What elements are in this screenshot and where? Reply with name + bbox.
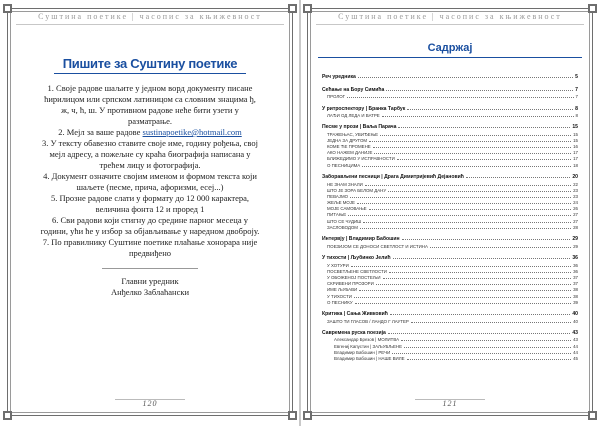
toc-entry-title: Сећање на Бору Симића: [322, 86, 385, 93]
toc-entry-title: ЗАСЛОВОДОМ: [327, 224, 358, 230]
toc-leader-dots: [382, 116, 574, 117]
frame-corner-ornament: [288, 411, 297, 420]
running-header: Суштина поетике | часопис за књижевност: [338, 12, 562, 21]
email-link[interactable]: sustinapoetike@hotmail.com: [142, 127, 242, 137]
toc-page-number: 18: [573, 162, 578, 168]
toc-leader-dots: [411, 322, 571, 323]
toc-page-number: 23: [573, 193, 578, 199]
toc-page-number: 15: [572, 124, 578, 131]
toc-leader-dots: [389, 272, 571, 273]
toc-entry-title: ЈЕДНА ЗА ДРУГОМ: [327, 137, 368, 143]
toc-leader-dots: [359, 290, 571, 291]
toc-page-number: 44: [573, 343, 578, 349]
toc-page-number: 17: [573, 150, 578, 156]
guideline-item: 7. По правилнику Суштине поетике плаћање хонорара није предвиђено: [42, 237, 258, 258]
toc-section[interactable]: [322, 330, 578, 337]
toc-entry-title: Савремена руска поезија: [322, 330, 386, 337]
toc-leader-dots: [369, 141, 571, 142]
toc-entry-title: У ОБОЖЕНОЈ ПОСТЕЉИ: [327, 274, 381, 280]
toc-leader-dots: [398, 127, 570, 128]
toc-entry-title: МОЈЕ САМОВАЊЕ: [327, 206, 367, 212]
toc-page-number: 17: [573, 156, 578, 162]
toc-leader-dots: [388, 333, 571, 334]
toc-leader-dots: [373, 147, 571, 148]
guideline-item: [40, 127, 260, 138]
toc-page-number: 15: [573, 131, 578, 137]
toc-page-number: 7: [575, 93, 578, 99]
title-underline: [318, 57, 582, 58]
toc-entry[interactable]: [322, 319, 578, 325]
title-underline: [54, 73, 246, 74]
toc-leader-dots: [407, 109, 573, 110]
page-number: 120: [142, 399, 158, 408]
table-of-contents: [322, 74, 578, 362]
toc-page-number: 36: [573, 268, 578, 274]
toc-page-number: 40: [572, 311, 578, 318]
header-divider: [316, 24, 584, 25]
submission-title: Пишите за Суштину поетике: [62, 56, 238, 71]
toc-page-number: 8: [575, 105, 578, 112]
toc-section[interactable]: [322, 87, 578, 94]
toc-entry-title: О ПЕСНИКУ: [327, 299, 353, 305]
toc-entry-title: АКО НАЖЕМ ДАНИЈЕ: [327, 150, 373, 156]
toc-page-number: 44: [573, 349, 578, 355]
toc-leader-dots: [380, 135, 571, 136]
toc-page-number: 5: [575, 74, 578, 80]
toc-entry[interactable]: [322, 300, 578, 306]
toc-page-number: 29: [572, 236, 578, 243]
toc-page-number: 20: [572, 174, 578, 181]
toc-leader-dots: [430, 247, 571, 248]
toc-entry[interactable]: [322, 113, 578, 119]
toc-entry-title: Песме у прози | Ваља Парача: [322, 124, 397, 131]
toc-entry-title: ШТО СЕ ЧУДИШ: [327, 218, 362, 224]
toc-page-number: 22: [573, 181, 578, 187]
toc-entry-title: У ХОТУРИ: [327, 262, 349, 268]
toc-leader-dots: [374, 153, 571, 154]
toc-entry[interactable]: [322, 225, 578, 231]
toc-entry-title: ИМЕ ЉУБАВИ: [327, 287, 358, 293]
toc-leader-dots: [354, 297, 571, 298]
signature-divider: [102, 268, 198, 269]
toc-leader-dots: [466, 177, 570, 178]
toc-entry-title: ПРОЛОГ: [327, 93, 346, 99]
frame-corner-ornament: [3, 411, 12, 420]
toc-page-number: 23: [573, 187, 578, 193]
toc-entry-title: Владимир Бабошин | РЕЧИ: [334, 349, 391, 355]
toc-page-number: 36: [573, 262, 578, 268]
guideline-item: 3. У тексту обавезно ставите своје име, годину рођења, свој мејл адресу, а пожељне су краћа биографија написана у трећем лицу и фотографија.: [42, 138, 258, 170]
toc-page-number: 37: [573, 281, 578, 287]
toc-entry-title: СКРИВЕНИ ПРОЗОРИ: [327, 281, 374, 287]
toc-page-number: 15: [573, 137, 578, 143]
toc-leader-dots: [402, 239, 571, 240]
toc-entry[interactable]: [322, 94, 578, 100]
toc-leader-dots: [357, 203, 571, 204]
toc-entry-title: У ТИХОСТИ: [327, 293, 352, 299]
frame-corner-ornament: [3, 4, 12, 13]
toc-entry-title: ПИТАЊЕ: [327, 212, 347, 218]
toc-leader-dots: [383, 278, 572, 279]
toc-leader-dots: [393, 258, 571, 259]
running-header: Суштина поетике | часопис за књижевност: [38, 12, 262, 21]
signature-role: Главни уредник: [121, 276, 179, 286]
toc-title: Садржај: [427, 42, 473, 54]
toc-leader-dots: [351, 266, 571, 267]
toc-page-number: 27: [573, 212, 578, 218]
toc-leader-dots: [376, 284, 571, 285]
toc-page-number: 8: [575, 112, 578, 118]
toc-entry[interactable]: [322, 163, 578, 169]
toc-section[interactable]: [322, 311, 578, 318]
signature-block: [40, 276, 260, 298]
toc-section[interactable]: [322, 255, 578, 262]
toc-entry-title: ШТО ЈЕ ЗОРА БЕЛОМ ДАНУ: [327, 187, 387, 193]
toc-section[interactable]: [322, 74, 578, 81]
toc-page-number: 7: [575, 86, 578, 93]
toc-page-number: 37: [573, 274, 578, 280]
toc-entry-title: Александар Брезов | МОЛИТВА: [334, 337, 400, 343]
toc-page-number: 28: [573, 224, 578, 230]
toc-entry-title: Заборављени песници | Драга Димитријевић Дејановић: [322, 174, 464, 181]
toc-entry-title: У ритроспектору | Бранка Тарбук: [322, 105, 406, 112]
toc-section[interactable]: [322, 124, 578, 131]
guideline-item: 1. Своје радове шаљите у једном ворд документу писане ћирилицом или српском латиницом са словним знацима ђ, ж, ч, ћ, ш. У противном радове неће бити узети у разматрање.: [44, 83, 256, 126]
toc-entry-title: Евгениј Капустин | ЗАЉУБЉЕНЕ: [334, 343, 403, 349]
toc-leader-dots: [362, 166, 571, 167]
toc-section[interactable]: [322, 236, 578, 243]
toc-page-number: 38: [573, 287, 578, 293]
frame-corner-ornament: [303, 4, 312, 13]
toc-leader-dots: [358, 77, 573, 78]
toc-page-number: 27: [573, 218, 578, 224]
guideline-item: 4. Документ означите својим именом и формом текста који шаљете (песме, прича, афоризми, есеј...): [43, 171, 257, 192]
toc-leader-dots: [388, 191, 571, 192]
toc-entry-title: КОМЕ ЋЕ ПРОМЕНЕ: [327, 144, 371, 150]
toc-entry[interactable]: [322, 244, 578, 250]
toc-leader-dots: [401, 340, 571, 341]
toc-entry-title: О ПЕСНИЦИМА: [327, 162, 361, 168]
right-page: [300, 0, 600, 426]
toc-leader-dots: [386, 90, 573, 91]
toc-entry-title: ТРАЖЕЊАС, УВИЂЕЊЕ: [327, 131, 379, 137]
toc-page-number: 16: [573, 144, 578, 150]
toc-entry-title: ЖЕЉЕ МОЈЕ: [327, 200, 355, 206]
toc-section[interactable]: [322, 174, 578, 181]
toc-entry-title: ЛАЂИ ОД ЛЕДА И ВАТРЕ: [327, 112, 380, 118]
toc-entry-title: У тихости | Љубинко Јелић: [322, 255, 391, 262]
toc-leader-dots: [350, 197, 571, 198]
toc-page-number: 26: [573, 206, 578, 212]
guideline-item: 5. Прозне радове слати у формату до 12 000 карактера, величина фонта 12 и проред 1: [50, 193, 250, 214]
toc-page-number: 24: [573, 200, 578, 206]
header-divider: [16, 24, 284, 25]
guideline-item: 6. Сви радови који стигну до средине парног месеца у години, ући ће у избор за објављивање у наредном двоброју.: [40, 215, 260, 236]
toc-leader-dots: [397, 159, 571, 160]
toc-entry[interactable]: [322, 356, 578, 362]
toc-leader-dots: [348, 215, 571, 216]
toc-entry-title: ПОЕЗИЈОМ СЕ ДОНОСИ СВЕТЛОСТ И ИСТИНА: [327, 243, 428, 249]
toc-leader-dots: [407, 359, 572, 360]
submission-guidelines: [40, 83, 260, 259]
toc-leader-dots: [365, 185, 571, 186]
frame-corner-ornament: [588, 411, 597, 420]
toc-page-number: 43: [573, 337, 578, 343]
toc-entry-title: НЕ ЗНАМ ЗНАЛИ: [327, 181, 363, 187]
toc-leader-dots: [369, 209, 572, 210]
toc-page-number: 40: [573, 318, 578, 324]
toc-leader-dots: [360, 228, 571, 229]
page-number: 121: [442, 399, 458, 408]
toc-leader-dots: [404, 347, 571, 348]
toc-leader-dots: [355, 303, 571, 304]
toc-entry-title: ЗАШТО ТИ ГЛАСОВ / ЛАНДО Г ЛАУТЕР: [327, 318, 409, 324]
toc-entry-title: Владимир Бабошин | НАШЕ ВИЛЕ: [334, 356, 405, 362]
toc-page-number: 39: [573, 299, 578, 305]
toc-page-number: 38: [573, 293, 578, 299]
toc-leader-dots: [390, 314, 570, 315]
toc-leader-dots: [363, 222, 571, 223]
toc-page-number: 29: [573, 243, 578, 249]
toc-page-number: 36: [572, 255, 578, 262]
toc-page-number: 43: [572, 330, 578, 337]
toc-entry-title: ПОСВЕТЉЕНЕ СВЕТЛОСТИ: [327, 268, 387, 274]
toc-entry-title: ПЕВАЈМО: [327, 193, 349, 199]
toc-entry-title: Реч уредника: [322, 74, 356, 80]
frame-corner-ornament: [288, 4, 297, 13]
toc-leader-dots: [392, 353, 571, 354]
toc-entry-title: БЛИЖЕДИМО У ИСПРАВНОСТИ: [327, 156, 395, 162]
toc-section[interactable]: [322, 106, 578, 113]
signature-name: Анђелко Заблаћански: [110, 287, 190, 297]
toc-page-number: 45: [573, 356, 578, 362]
frame-corner-ornament: [588, 4, 597, 13]
toc-entry-title: Интервју | Владимир Бабошин: [322, 236, 400, 243]
toc-leader-dots: [347, 97, 574, 98]
guideline-item-text: 2. Мејл за ваше радове: [58, 127, 143, 137]
frame-corner-ornament: [303, 411, 312, 420]
toc-entry-title: Критика | Сања Живковић: [322, 311, 388, 318]
